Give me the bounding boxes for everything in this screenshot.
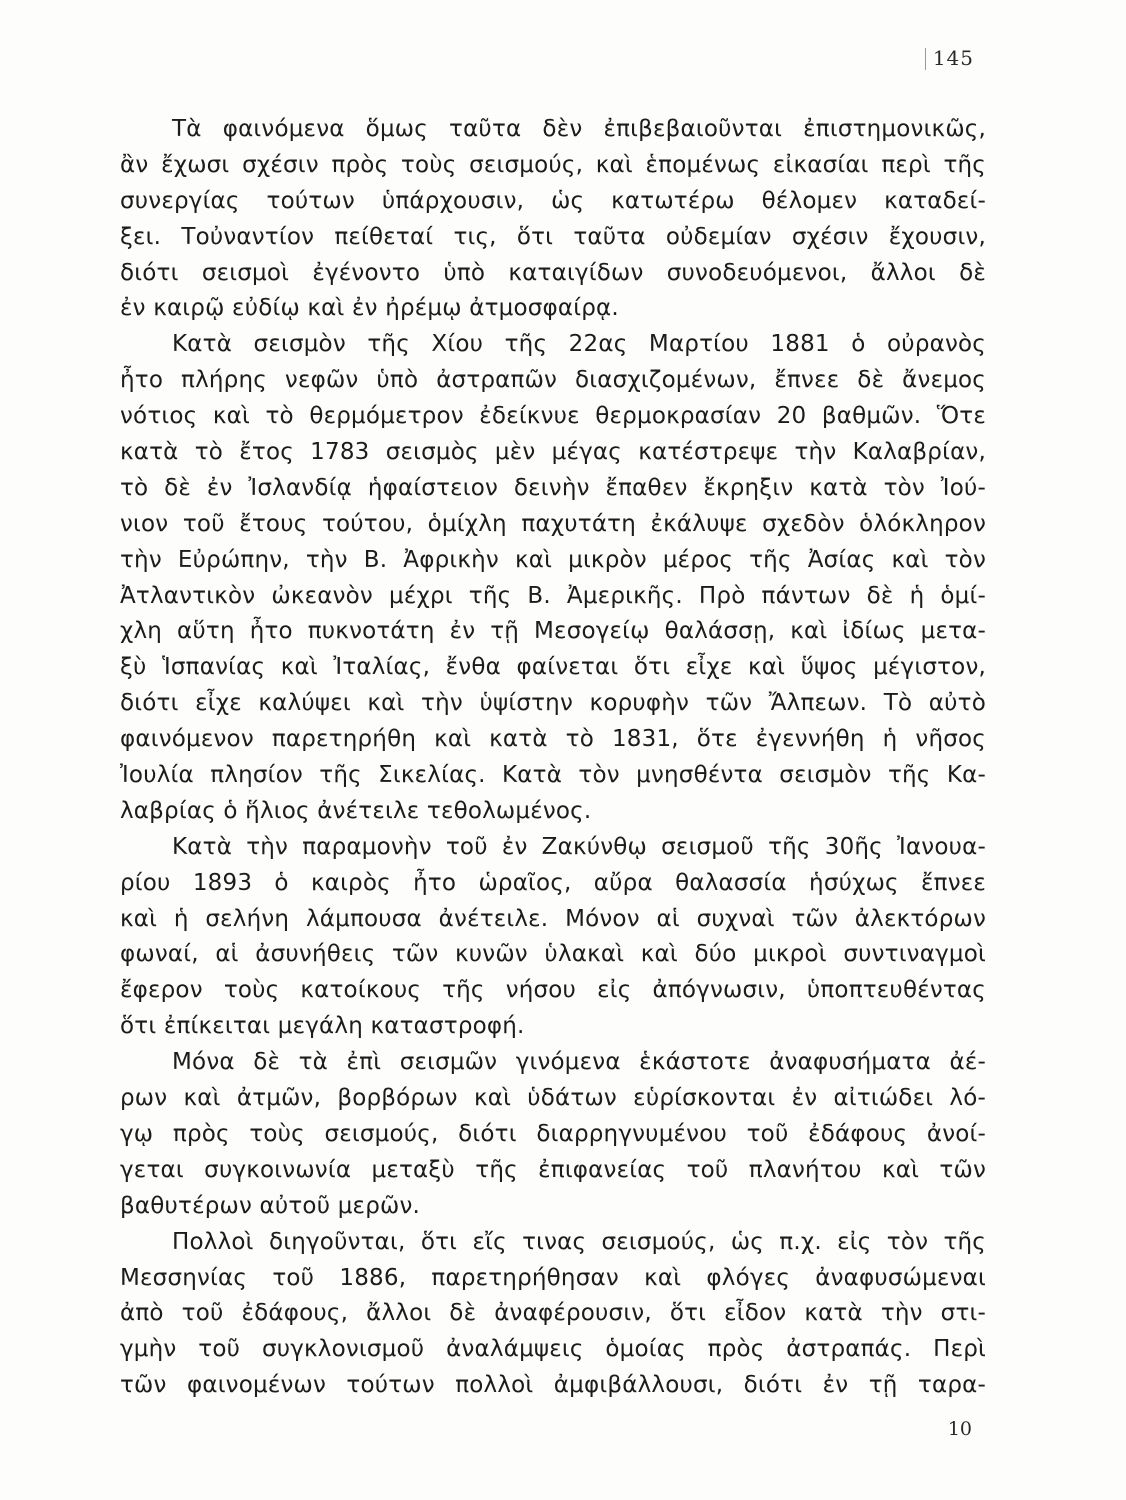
text-line: Ἰουλία πλησίον τῆς Σικελίας. Κατὰ τὸν μνησθέντα σεισμὸν τῆς Κα- [120,762,986,789]
text-line: νότιος καὶ τὸ θερμόμετρον ἐδείκνυε θερμοκρασίαν 20 βαθμῶν. Ὅτε [120,403,986,430]
paragraph [120,112,986,327]
paragraph [120,327,986,829]
page-number: 145 [932,46,974,70]
text-line: Μόνα δὲ τὰ ἐπὶ σεισμῶν γινόμενα ἑκάστοτε ἀναφυσήματα ἀέ- [172,1049,986,1076]
text-line: ρίου 1893 ὁ καιρὸς ἦτο ὡραῖος, αὔρα θαλασσία ἡσύχως ἔπνεε [120,869,986,896]
paragraph [120,1225,986,1404]
text-line: ξὺ Ἱσπανίας καὶ Ἰταλίας, ἔνθα φαίνεται ὅτι εἶχε καὶ ὕψος μέγιστον, [120,654,986,681]
text-line: βαθυτέρων αὐτοῦ μερῶν. [120,1192,421,1219]
text-line: τῶν φαινομένων τούτων πολλοὶ ἀμφιβάλλουσι, διότι ἐν τῇ ταρα- [120,1372,986,1399]
text-line: Κατὰ σεισμὸν τῆς Χίου τῆς 22ας Μαρτίου 1881 ὁ οὐρανὸς [172,331,986,358]
text-line: ἐν καιρῷ εὐδίῳ καὶ ἐν ἠρέμῳ ἀτμοσφαίρᾳ. [120,295,619,322]
text-line: γῳ πρὸς τοὺς σεισμούς, διότι διαρρηγνυμένου τοῦ ἐδάφους ἀνοί- [120,1120,986,1147]
text-line: διότι εἶχε καλύψει καὶ τὴν ὑψίστην κορυφὴν τῶν Ἄλπεων. Τὸ αὐτὸ [120,690,986,717]
text-line: ἔφερον τοὺς κατοίκους τῆς νήσου εἰς ἀπόγνωσιν, ὑποπτευθέντας [120,977,986,1004]
text-line: φαινόμενον παρετηρήθη καὶ κατὰ τὸ 1831, ὅτε ἐγεννήθη ἡ νῆσος [120,726,986,753]
signature-mark: 10 [947,1418,972,1440]
text-line: συνεργίας τούτων ὑπάρχουσιν, ὡς κατωτέρω θέλομεν καταδεί- [120,187,986,214]
text-line: ξει. Τοὐναντίον πείθεταί τις, ὅτι ταῦτα οὐδεμίαν σχέσιν ἔχουσιν, [120,223,986,250]
text-line: νιον τοῦ ἔτους τούτου, ὁμίχλη παχυτάτη ἐκάλυψε σχεδὸν ὁλόκληρον [120,510,986,537]
text-line: καὶ ἡ σελήνη λάμπουσα ἀνέτειλε. Μόνον αἱ συχναὶ τῶν ἀλεκτόρων [120,905,986,932]
text-line: ὅτι ἐπίκειται μεγάλη καταστροφή. [120,1013,525,1040]
text-line: ρων καὶ ἀτμῶν, βορβόρων καὶ ὑδάτων εὑρίσκονται ἐν αἰτιώδει λό- [120,1085,986,1112]
text-line: διότι σεισμοὶ ἐγένοντο ὑπὸ καταιγίδων συνοδευόμενοι, ἄλλοι δὲ [120,259,986,286]
text-line: Τὰ φαινόμενα ὅμως ταῦτα δὲν ἐπιβεβαιοῦνται ἐπιστημονικῶς, [172,116,986,142]
text-line: Ἀτλαντικὸν ὠκεανὸν μέχρι τῆς Β. Ἀμερικῆς. Πρὸ πάντων δὲ ἡ ὁμί- [120,582,986,609]
paragraph [120,1045,986,1224]
text-line: φωναί, αἱ ἀσυνήθεις τῶν κυνῶν ὑλακαὶ καὶ δύο μικροὶ συντιναγμοὶ [120,941,986,968]
body-text [120,112,986,1404]
text-line: κατὰ τὸ ἔτος 1783 σεισμὸς μὲν μέγας κατέστρεψε τὴν Καλαβρίαν, [120,439,986,466]
text-line: γμὴν τοῦ συγκλονισμοῦ ἀναλάμψεις ὁμοίας πρὸς ἀστραπάς. Περὶ [120,1336,986,1363]
text-line: Κατὰ τὴν παραμονὴν τοῦ ἐν Ζακύνθῳ σεισμοῦ τῆς 30ῆς Ἰανουα- [172,833,986,860]
text-line: λαβρίας ὁ ἥλιος ἀνέτειλε τεθολωμένος. [120,797,592,824]
text-line: γεται συγκοινωνία μεταξὺ τῆς ἐπιφανείας τοῦ πλανήτου καὶ τῶν [120,1156,986,1183]
text-line: Μεσσηνίας τοῦ 1886, παρετηρήθησαν καὶ φλόγες ἀναφυσώμεναι [120,1264,986,1291]
paragraph [120,830,986,1045]
text-line: ἀπὸ τοῦ ἐδάφους, ἄλλοι δὲ ἀναφέρουσιν, ὅτι εἶδον κατὰ τὴν στι- [120,1300,986,1327]
text-line: τὸ δὲ ἐν Ἰσλανδίᾳ ἡφαίστειον δεινὴν ἔπαθεν ἔκρηξιν κατὰ τὸν Ἰού- [120,474,986,501]
text-line: Πολλοὶ διηγοῦνται, ὅτι εἴς τινας σεισμούς, ὡς π.χ. εἰς τὸν τῆς [172,1228,986,1255]
text-line: χλη αὕτη ἦτο πυκνοτάτη ἐν τῇ Μεσογείῳ θαλάσσῃ, καὶ ἰδίως μετα- [120,618,986,645]
text-line: ἂν ἔχωσι σχέσιν πρὸς τοὺς σεισμούς, καὶ ἑπομένως εἰκασίαι περὶ τῆς [120,151,986,178]
text-line: ἦτο πλήρης νεφῶν ὑπὸ ἀστραπῶν διασχιζομένων, ἔπνεε δὲ ἄνεμος [120,367,986,394]
text-line: τὴν Εὐρώπην, τὴν Β. Ἀφρικὴν καὶ μικρὸν μέρος τῆς Ἀσίας καὶ τὸν [120,546,986,573]
